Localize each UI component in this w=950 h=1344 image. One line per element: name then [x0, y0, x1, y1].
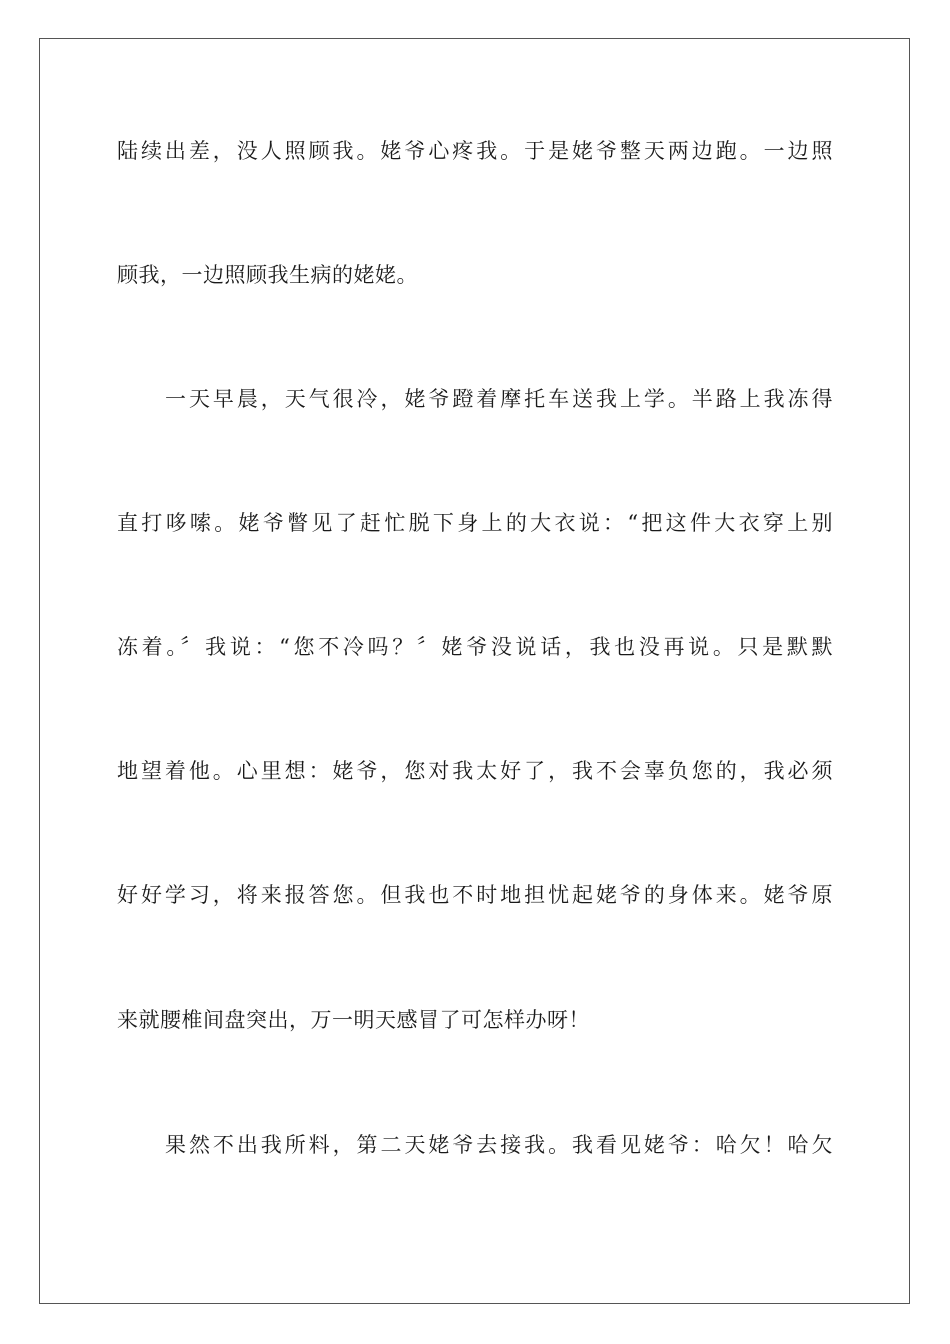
text-line-6: 地望着他。心里想：姥爷，您对我太好了，我不会辜负您的，我必须: [117, 759, 833, 783]
text-line-5: 冻着。〞我说：“您不冷吗？〞姥爷没说话，我也没再说。只是默默: [117, 635, 833, 659]
text-line-7: 好好学习，将来报答您。但我也不时地担忧起姥爷的身体来。姥爷原: [117, 883, 833, 907]
text-line-4: 直打哆嗦。姥爷瞥见了赶忙脱下身上的大衣说：“把这件大衣穿上别: [117, 511, 833, 535]
text-line-9: 果然不出我所料，第二天姥爷去接我。我看见姥爷：哈欠！哈欠: [165, 1133, 833, 1157]
text-line-2: 顾我，一边照顾我生病的姥姥。: [117, 263, 418, 287]
text-line-1: 陆续出差，没人照顾我。姥爷心疼我。于是姥爷整天两边跑。一边照: [117, 139, 833, 163]
page-border: [39, 38, 910, 1304]
text-line-8: 来就腰椎间盘突出，万一明天感冒了可怎样办呀！: [117, 1008, 590, 1032]
text-line-3: 一天早晨，天气很冷，姥爷蹬着摩托车送我上学。半路上我冻得: [165, 387, 833, 411]
